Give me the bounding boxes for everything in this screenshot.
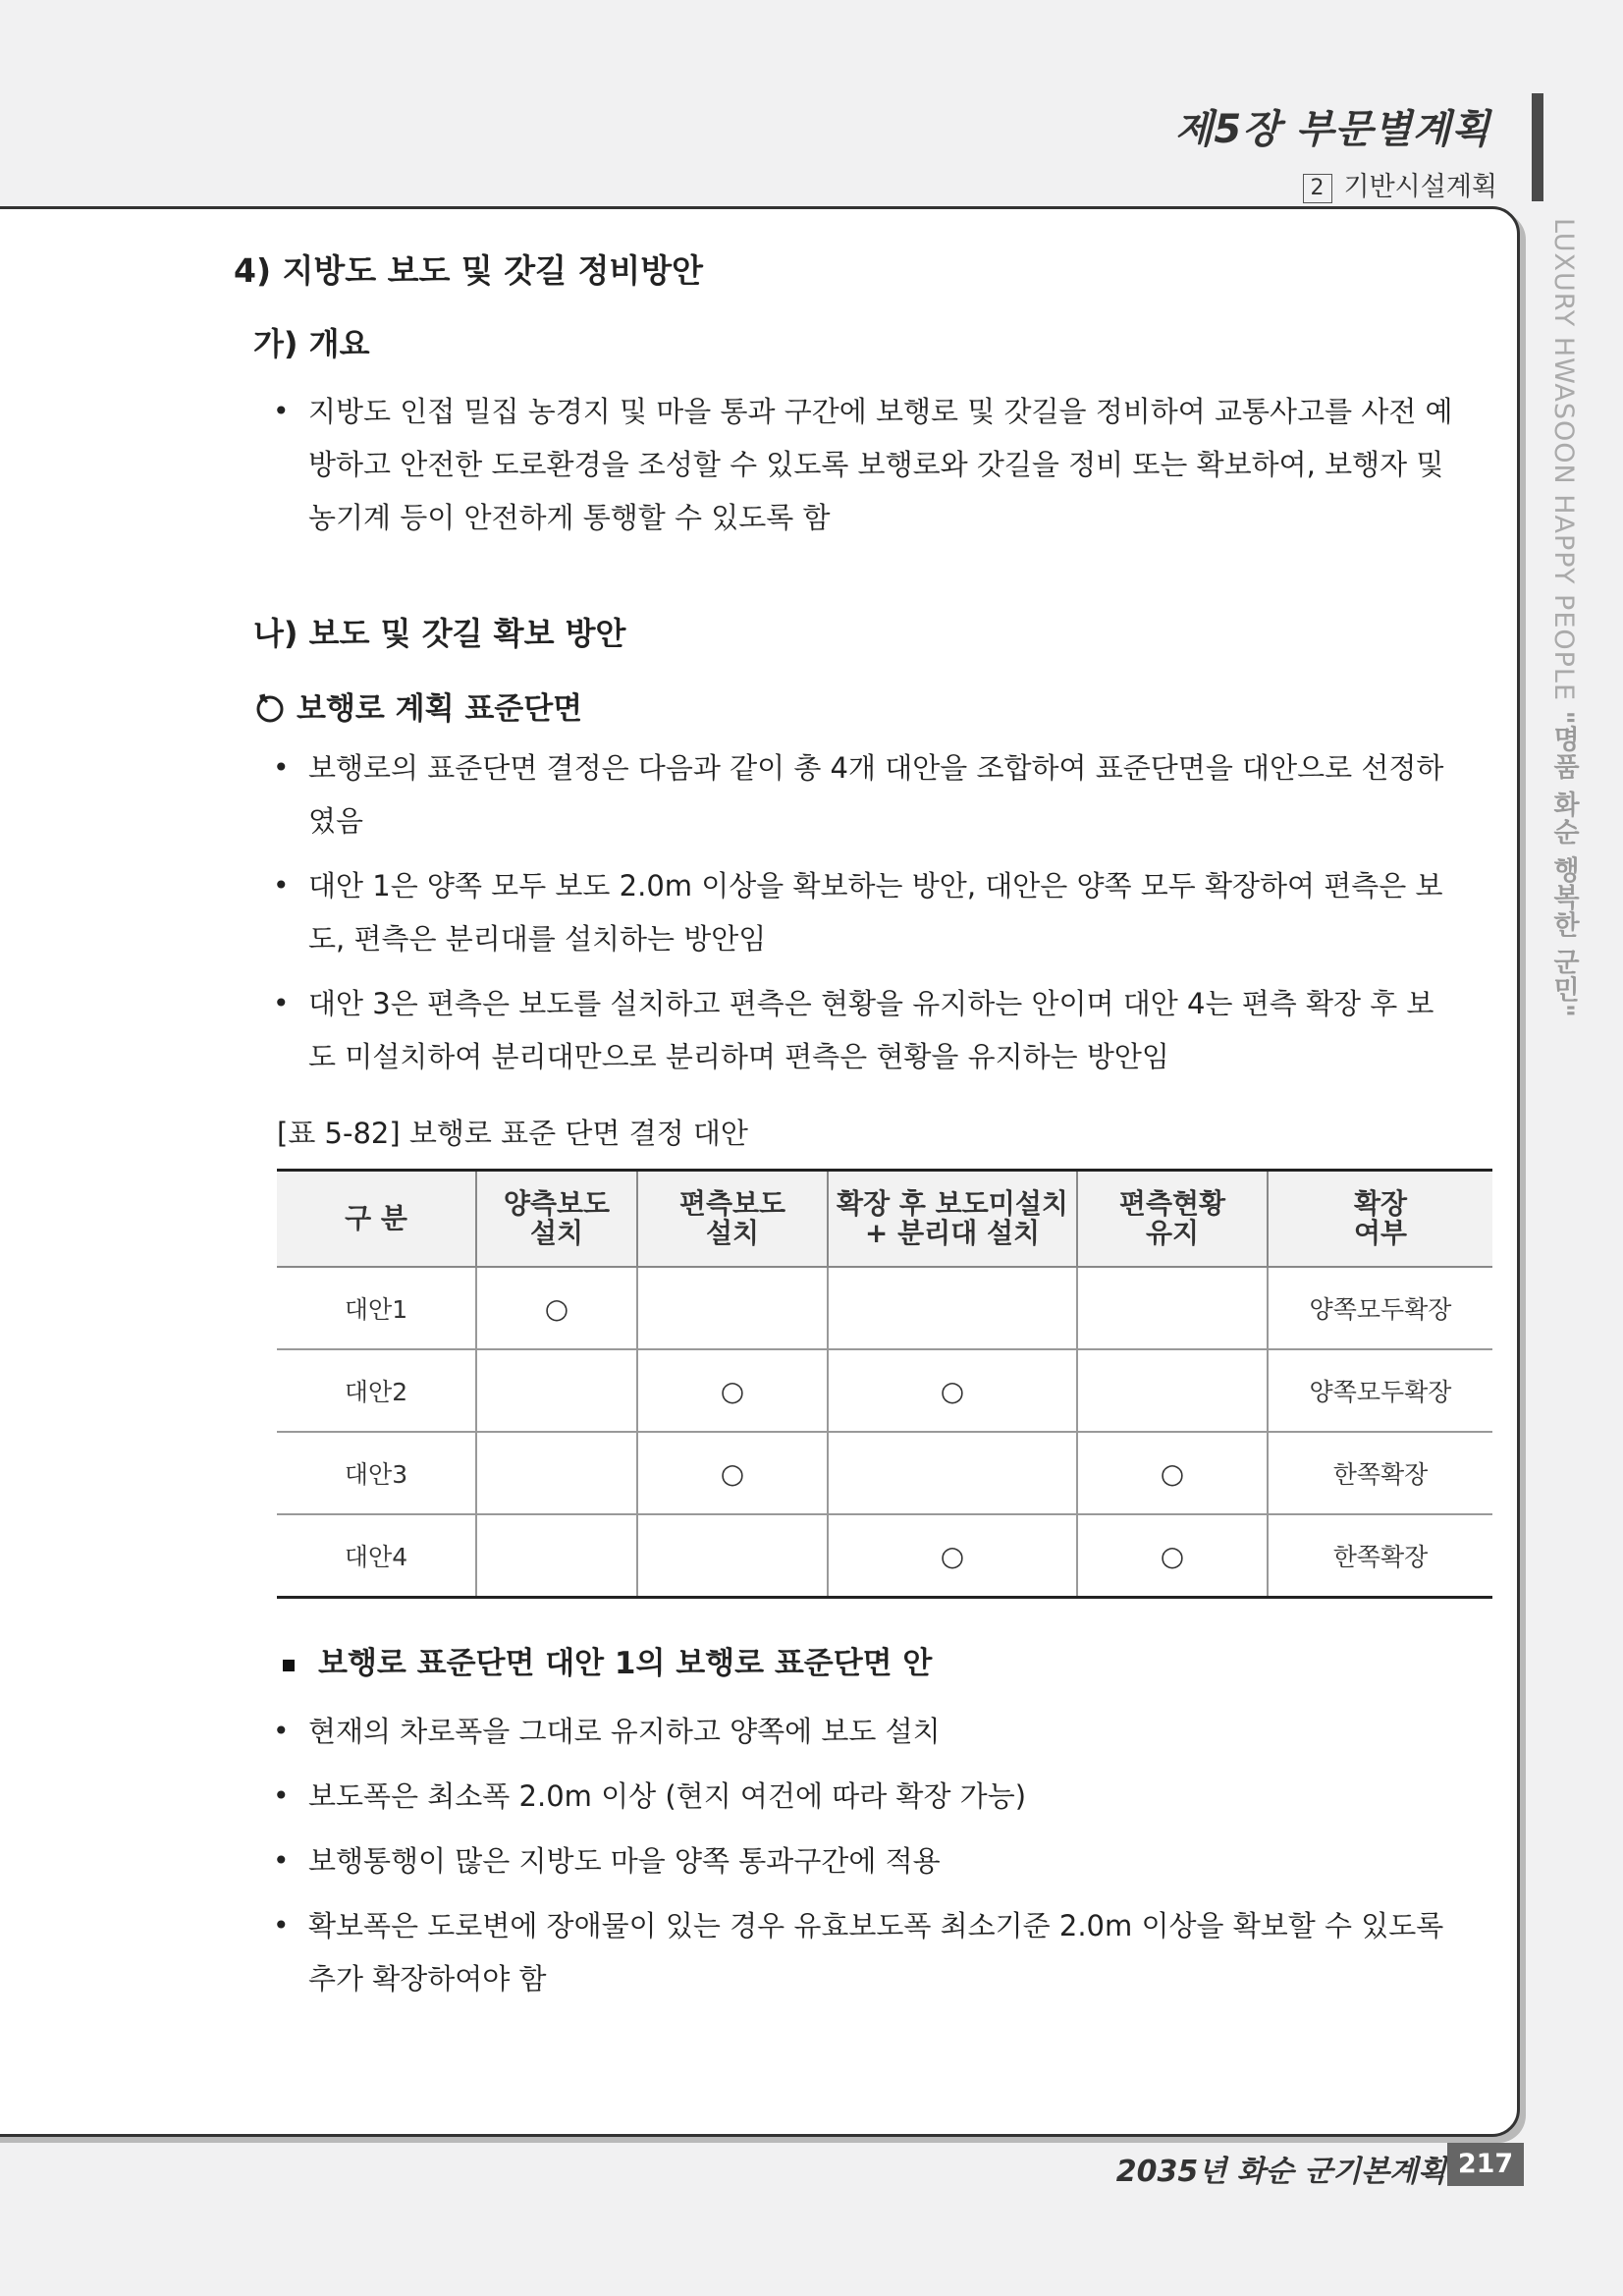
side-slogan-english: LUXURY HWASOON HAPPY PEOPLE [1548, 218, 1579, 711]
cell-mark [828, 1267, 1077, 1349]
bullet-text: 확보폭은 도로변에 장애물이 있는 경우 유효보도폭 최소기준 2.0m 이상을 확보할 수 있도록 추가 확장하여야 함 [308, 1909, 1444, 1995]
cell-category: 대안2 [277, 1349, 476, 1432]
table-row [277, 1349, 1492, 1432]
list-item [275, 1705, 1453, 1758]
alternatives-table [277, 1169, 1492, 1599]
cell-mark: ○ [476, 1267, 637, 1349]
section-title [1303, 165, 1498, 203]
bullet-icon: • [273, 395, 290, 427]
alt1-heading-text: 보행로 표준단면 대안 1의 보행로 표준단면 안 [318, 1646, 933, 1681]
cell-mark [828, 1432, 1077, 1514]
table-row [277, 1267, 1492, 1349]
section-number-box: 2 [1303, 174, 1332, 203]
table-header-row [277, 1171, 1492, 1268]
cell-mark: ○ [1077, 1514, 1268, 1598]
cell-mark [476, 1349, 637, 1432]
cell-mark [637, 1267, 828, 1349]
chapter-title: 제5장 부문별계획 [1174, 107, 1490, 152]
circle-arrow-icon [253, 690, 287, 732]
cell-category: 대안1 [277, 1267, 476, 1349]
bullet-text: 보행로의 표준단면 결정은 다음과 같이 총 4개 대안을 조합하여 표준단면을 대안으로 선정하였음 [308, 751, 1444, 838]
subsection-b-heading: 나) 보도 및 갓길 확보 방안 [253, 615, 626, 652]
alt1-heading [283, 1638, 932, 1682]
cell-expansion: 한쪽확장 [1268, 1514, 1492, 1598]
bullet-text: 보행통행이 많은 지방도 마을 양쪽 통과구간에 적용 [308, 1844, 941, 1878]
cell-mark: ○ [1077, 1432, 1268, 1514]
cell-mark [637, 1514, 828, 1598]
bullet-icon: • [273, 1909, 290, 1941]
bullet-icon: • [273, 1715, 290, 1747]
bullet-text: 대안 1은 양쪽 모두 보도 2.0m 이상을 확보하는 방안, 대안은 양쪽 모두 확장하여 편측은 보도, 편측은 분리대를 설치하는 방안임 [308, 869, 1443, 956]
cell-expansion: 양쪽모두확장 [1268, 1267, 1492, 1349]
cell-mark [1077, 1349, 1268, 1432]
table-caption: [표 5-82] 보행로 표준 단면 결정 대안 [277, 1117, 748, 1150]
cell-mark [476, 1514, 637, 1598]
col-header-expansion: 확장 여부 [1268, 1171, 1492, 1268]
side-slogan-korean: "명품 화순 행복한 군민" [1548, 710, 1579, 1018]
section-title-text: 기반시설계획 [1343, 172, 1497, 202]
cell-expansion: 한쪽확장 [1268, 1432, 1492, 1514]
list-item [275, 859, 1453, 965]
bullet-icon: • [273, 869, 290, 902]
footer-title: 2035년 화순 군기본계획 [1115, 2155, 1446, 2189]
list-item [275, 741, 1453, 847]
cell-mark [476, 1432, 637, 1514]
section-heading: 4) 지방도 보도 및 갓길 정비방안 [234, 251, 704, 290]
bullet-text: 보도폭은 최소폭 2.0m 이상 (현지 여건에 따라 확장 가능) [308, 1779, 1027, 1813]
table-row [277, 1514, 1492, 1598]
header-accent-bar [1532, 93, 1543, 201]
list-item [275, 385, 1453, 544]
bullet-text: 현재의 차로폭을 그대로 유지하고 양쪽에 보도 설치 [308, 1715, 941, 1748]
col-header-one-sidewalk: 편측보도 설치 [637, 1171, 828, 1268]
table-row [277, 1432, 1492, 1514]
list-item [275, 1834, 1453, 1887]
cell-expansion: 양쪽모두확장 [1268, 1349, 1492, 1432]
col-header-category: 구 분 [277, 1171, 476, 1268]
bullet-icon: • [273, 1844, 290, 1877]
square-bullet-icon [283, 1660, 295, 1671]
plan-heading-text: 보행로 계획 표준단면 [297, 691, 583, 727]
bullet-text: 지방도 인접 밀집 농경지 및 마을 통과 구간에 보행로 및 갓길을 정비하여 교통사고를 사전 예방하고 안전한 도로환경을 조성할 수 있도록 보행로와 갓길을 정비 또는 확보하여, 보행자 및 농기계 등이 안전하게 통행할 수 있도록 함 [308, 395, 1453, 534]
page-number: 217 [1447, 2143, 1524, 2186]
side-slogan [1534, 218, 1583, 1063]
plan-heading [253, 683, 582, 732]
cell-mark [1077, 1267, 1268, 1349]
col-header-divider: 확장 후 보도미설치 + 분리대 설치 [828, 1171, 1077, 1268]
bullet-icon: • [273, 987, 290, 1019]
cell-category: 대안4 [277, 1514, 476, 1598]
list-item [275, 1770, 1453, 1823]
cell-mark: ○ [637, 1432, 828, 1514]
col-header-both-sidewalk: 양측보도 설치 [476, 1171, 637, 1268]
list-item [275, 1899, 1453, 2005]
subsection-a-heading: 가) 개요 [253, 325, 370, 362]
bullet-icon: • [273, 1779, 290, 1812]
cell-category: 대안3 [277, 1432, 476, 1514]
cell-mark: ○ [828, 1514, 1077, 1598]
col-header-keep-status: 편측현황 유지 [1077, 1171, 1268, 1268]
bullet-icon: • [273, 751, 290, 784]
list-item [275, 977, 1453, 1083]
cell-mark: ○ [637, 1349, 828, 1432]
cell-mark: ○ [828, 1349, 1077, 1432]
bullet-text: 대안 3은 편측은 보도를 설치하고 편측은 현황을 유지하는 안이며 대안 4는 편측 확장 후 보도 미설치하여 분리대만으로 분리하며 편측은 현황을 유지하는 방안임 [308, 987, 1434, 1073]
